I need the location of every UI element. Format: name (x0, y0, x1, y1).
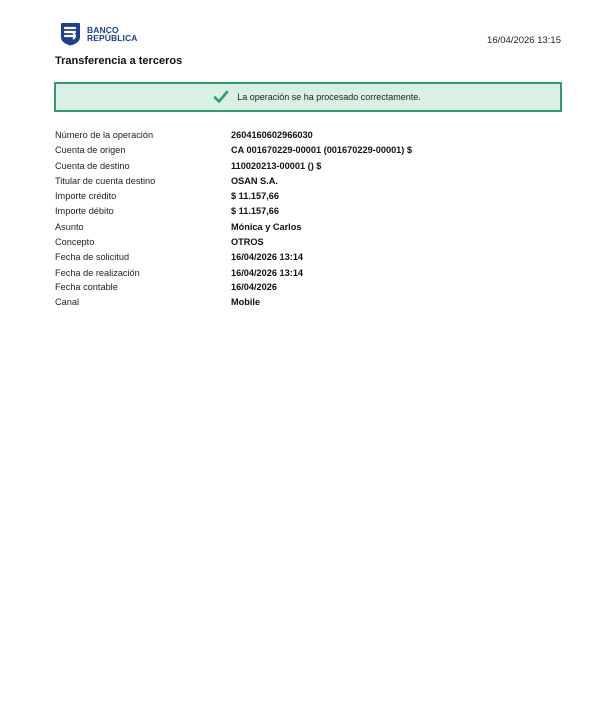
detail-value: 16/04/2026 (231, 282, 277, 293)
detail-label: Cuenta de destino (55, 160, 130, 171)
bank-name-line2: REPÚBLICA (87, 33, 138, 43)
detail-row-concept (55, 237, 561, 252)
detail-label: Fecha de realización (55, 267, 140, 278)
detail-label: Fecha contable (55, 282, 118, 293)
detail-value: OTROS (231, 237, 264, 248)
page-title: Transferencia a terceros (55, 55, 183, 67)
detail-value: $ 11.157,66 (231, 206, 280, 217)
bank-logo (60, 22, 138, 46)
page-header (55, 22, 561, 48)
detail-row-execution-date (55, 268, 561, 283)
detail-row-account-holder (55, 176, 561, 191)
detail-value: CA 001670229-00001 (001670229-00001) $ (231, 145, 413, 156)
detail-value: 2604160602966030 (231, 130, 313, 140)
detail-row-operation-number (55, 130, 561, 145)
success-banner (54, 82, 562, 112)
detail-value: $ 11.157,66 (231, 191, 280, 202)
print-datetime: 16/04/2026 13:15 (487, 35, 561, 46)
detail-label: Número de la operación (55, 130, 154, 140)
detail-value: 16/04/2026 13:14 (231, 252, 304, 263)
detail-value: 110020213-00001 () $ (231, 160, 322, 171)
detail-value: Mobile (231, 297, 261, 308)
detail-value: OSAN S.A. (231, 175, 278, 186)
bank-name-line1: BANCO (87, 24, 119, 35)
detail-row-debit-amount (55, 206, 561, 221)
detail-row-subject (55, 222, 561, 237)
detail-row-destination-account (55, 161, 561, 176)
detail-value: Mónica y Carlos (231, 221, 302, 232)
detail-label: Asunto (55, 221, 84, 232)
detail-label: Fecha de solicitud (55, 252, 130, 263)
detail-label: Titular de cuenta destino (55, 175, 156, 186)
detail-label: Concepto (55, 237, 95, 248)
detail-label: Cuenta de origen (55, 145, 126, 156)
detail-row-origin-account (55, 145, 561, 160)
bank-name (87, 26, 138, 43)
detail-value: 16/04/2026 13:14 (231, 267, 304, 278)
checkmark-icon (213, 89, 229, 105)
detail-row-accounting-date (55, 282, 561, 297)
detail-row-credit-amount (55, 191, 561, 206)
detail-label: Importe crédito (55, 191, 117, 202)
operation-details (55, 130, 561, 312)
detail-label: Importe débito (55, 206, 114, 217)
detail-label: Canal (55, 297, 80, 308)
success-message: La operación se ha procesado correctamente. (237, 92, 421, 102)
detail-row-channel (55, 297, 561, 312)
detail-row-request-date (55, 252, 561, 267)
bank-logo-icon (60, 22, 81, 46)
